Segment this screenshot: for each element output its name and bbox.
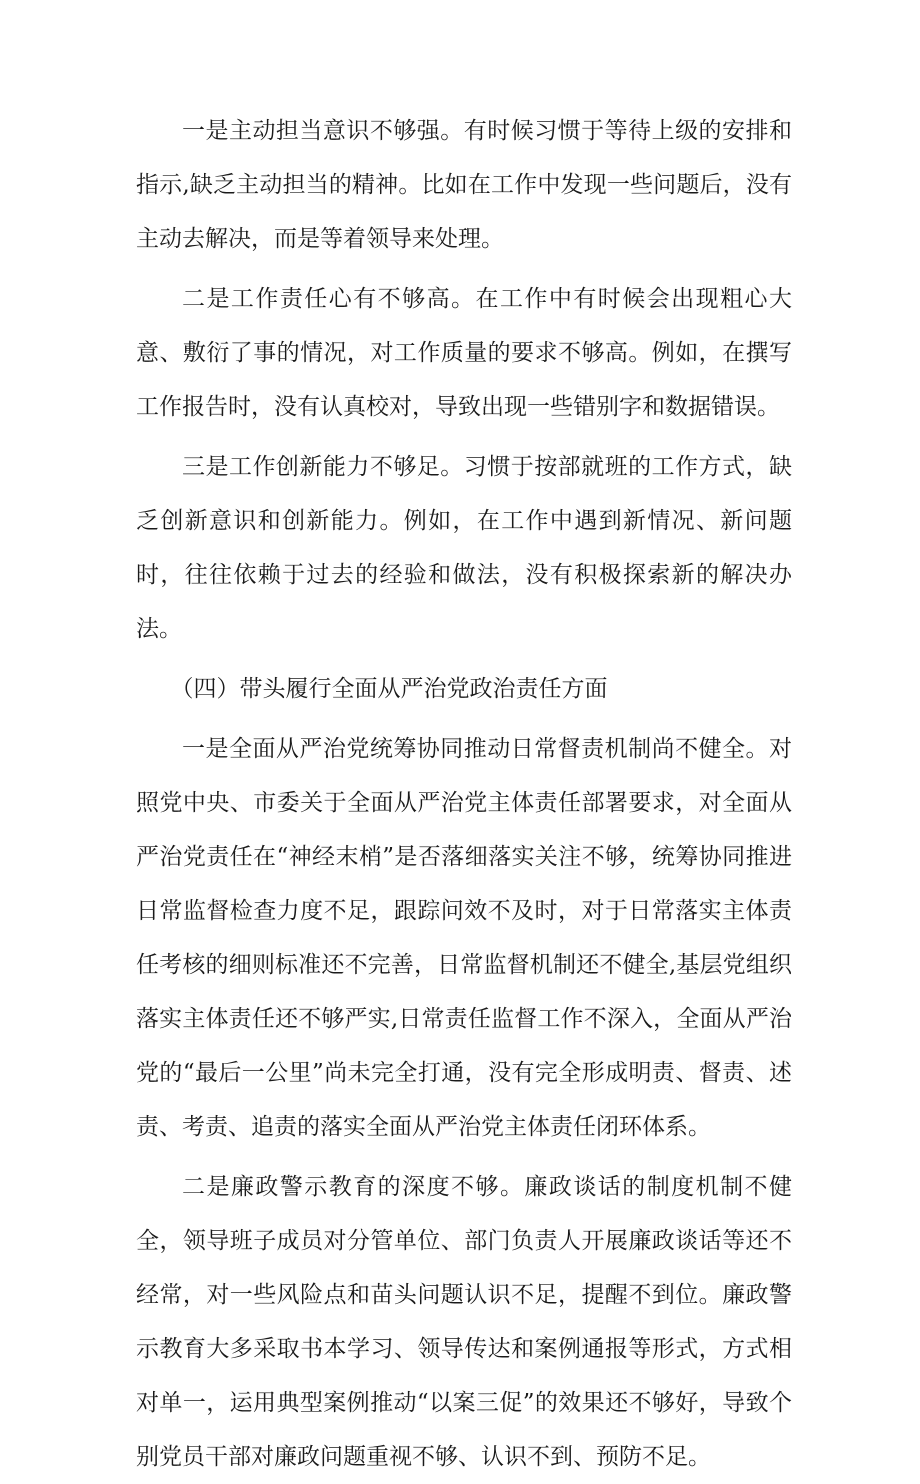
paragraph-5: 二是廉政警示教育的深度不够。廉政谈话的制度机制不健全，领导班子成员对分管单位、部门负责人开展廉政谈话等还不经常，对一些风险点和苗头问题认识不足，提醒不到位。廉政警示教育大多采取书本学习、领导传达和案例通报等形式，方式相对单一，运用典型案例推动“以案三促”的效果还不够好，导致个别党员干部对廉政问题重视不够、认识不到、预防不足。	[136, 1174, 792, 1470]
document-body	[136, 104, 792, 1484]
paragraph-1: 一是主动担当意识不够强。有时候习惯于等待上级的安排和指示,缺乏主动担当的精神。比如在工作中发现一些问题后，没有主动去解决，而是等着领导来处理。	[136, 118, 792, 252]
paragraph-2: 二是工作责任心有不够高。在工作中有时候会出现粗心大意、敷衍了事的情况，对工作质量的要求不够高。例如，在撰写工作报告时，没有认真校对，导致出现一些错别字和数据错误。	[136, 286, 792, 420]
paragraph-4: 一是全面从严治党统筹协同推动日常督责机制尚不健全。对照党中央、市委关于全面从严治党主体责任部署要求，对全面从严治党责任在“神经末梢”是否落细落实关注不够，统筹协同推进日常监督检查力度不足，跟踪问效不及时，对于日常落实主体责任考核的细则标准还不完善，日常监督机制还不健全,基层党组织落实主体责任还不够严实,日常责任监督工作不深入，全面从严治党的“最后一公里”尚未完全打通，没有完全形成明责、督责、述责、考责、追责的落实全面从严治党主体责任闭环体系。	[136, 736, 792, 1140]
section-heading: （四）带头履行全面从严治党政治责任方面	[170, 676, 608, 702]
paragraph-3: 三是工作创新能力不够足。习惯于按部就班的工作方式，缺乏创新意识和创新能力。例如，在工作中遇到新情况、新问题时，往往依赖于过去的经验和做法，没有积极探索新的解决办法。	[136, 454, 792, 642]
